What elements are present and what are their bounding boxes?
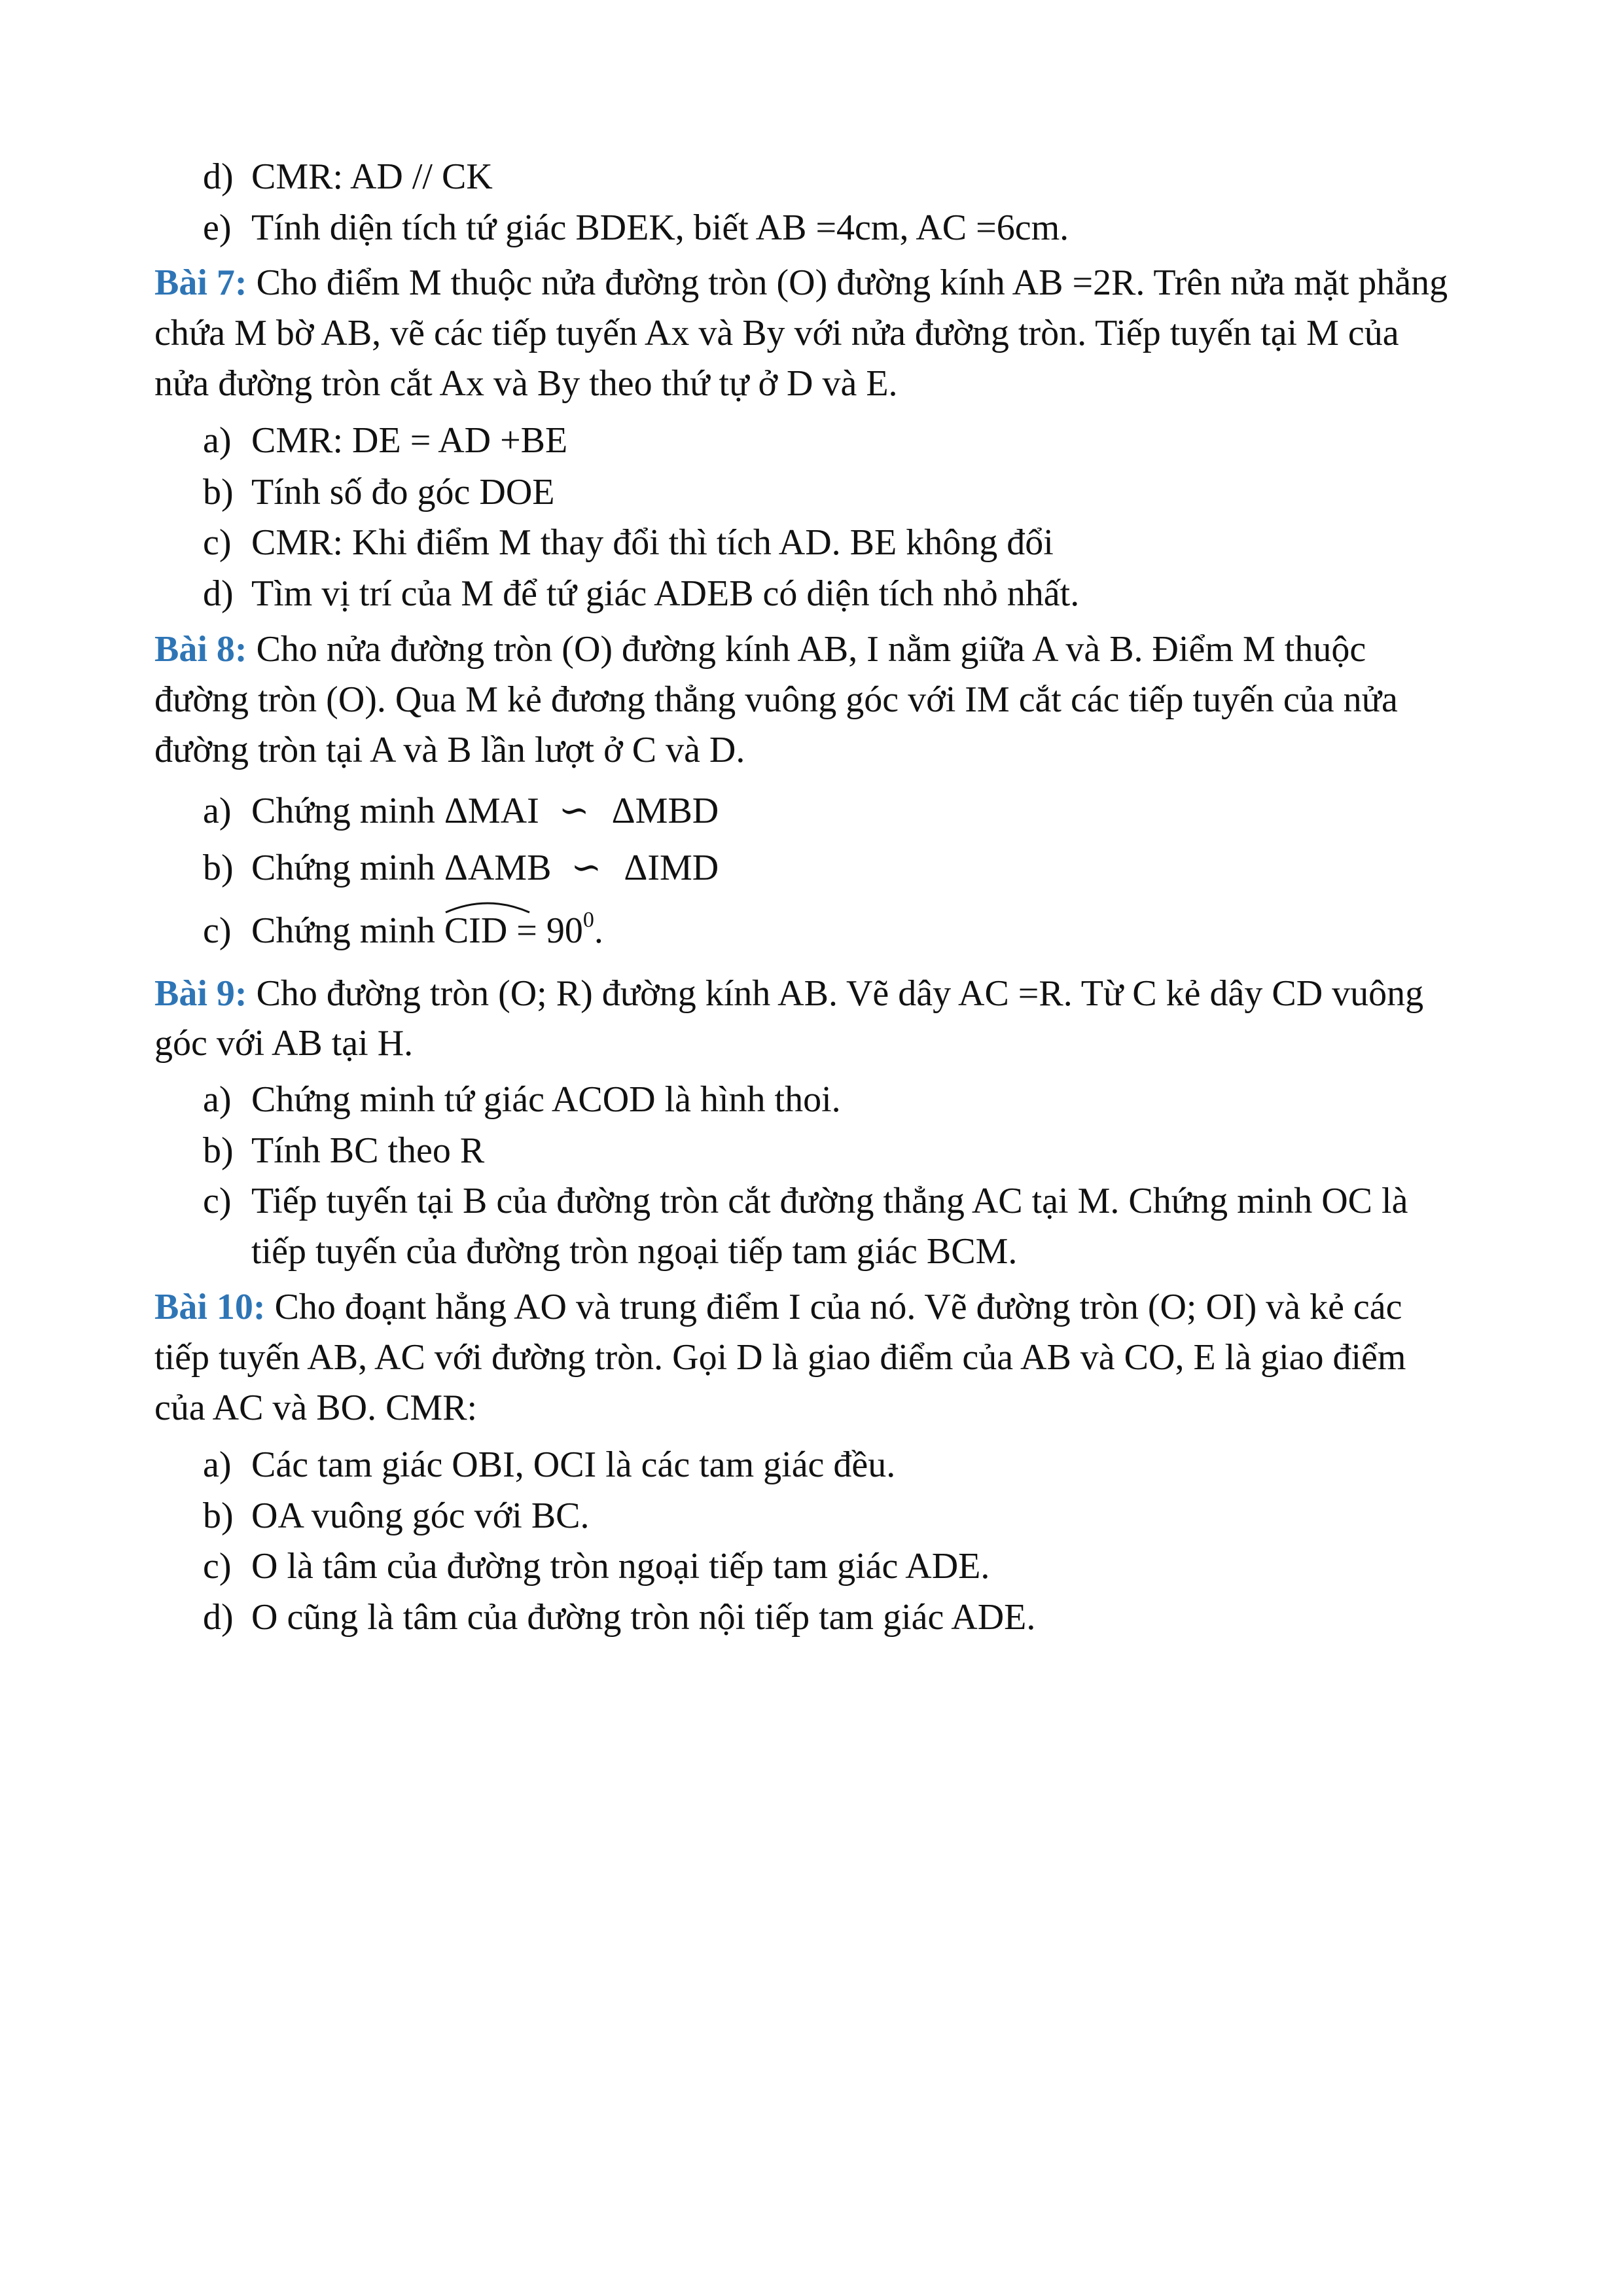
problem-statement-line [154,628,1366,670]
list-marker: b) [203,472,234,512]
list-item [251,847,719,889]
list-marker: d) [203,573,234,614]
problem-label: Bài 9: [154,973,247,1014]
problem-label: Bài 7: [154,262,247,303]
equation-text: = 90 [507,910,583,951]
angle-name: CID [444,910,508,951]
list-item: Tiếp tuyến tại B của đường tròn cắt đường thẳng AC tại M. Chứng minh OC là [251,1181,1408,1221]
item-text: Chứng minh ΔAMB [251,848,552,888]
list-marker: b) [203,1130,234,1171]
list-marker: c) [203,522,232,563]
list-item: O là tâm của đường tròn ngoại tiếp tam giác ADE. [251,1546,990,1587]
problem-statement-line: tiếp tuyến AB, AC với đường tròn. Gọi D là giao điểm của AB và CO, E là giao điểm [154,1337,1406,1378]
list-item: Các tam giác OBI, OCI là các tam giác đều. [251,1444,896,1485]
item-text: Chứng minh [251,910,444,951]
list-item: Tìm vị trí của M để tứ giác ADEB có diện tích nhỏ nhất. [251,573,1080,614]
list-marker: c) [203,1181,232,1221]
list-marker: c) [203,1546,232,1587]
problem-statement-line [154,262,1448,304]
problem-statement-line: nửa đường tròn cắt Ax và By theo thứ tự ở D và E. [154,363,898,404]
similar-symbol: ∽ [571,848,602,888]
list-item: Chứng minh tứ giác ACOD là hình thoi. [251,1079,841,1120]
list-marker: a) [203,791,232,831]
list-item: CMR: AD // CK [251,156,493,197]
problem-text: Cho nửa đường tròn (O) đường kính AB, I nằm giữa A và B. Điểm M thuộc [247,629,1366,670]
problem-label: Bài 10: [154,1287,266,1327]
list-item: Tính diện tích tứ giác BDEK, biết AB =4cm, AC =6cm. [251,207,1069,248]
problem-statement-line: của AC và BO. CMR: [154,1388,478,1428]
problem-statement-line [154,973,1423,1014]
list-marker: c) [203,910,232,951]
list-item: Tính số đo góc DOE [251,472,555,512]
problem-text: Cho đoạnt hẳng AO và trung điểm I của nó. Vẽ đường tròn (O; OI) và kẻ các [265,1287,1402,1327]
list-item: CMR: DE = AD +BE [251,420,568,461]
problem-statement-line [154,1286,1402,1328]
list-marker: d) [203,1597,234,1638]
list-marker: d) [203,156,234,197]
problem-text: Cho đường tròn (O; R) đường kính AB. Vẽ dây AC =R. Từ C kẻ dây CD vuông [247,973,1424,1014]
list-marker: e) [203,207,232,248]
problem-text: Cho điểm M thuộc nửa đường tròn (O) đường kính AB =2R. Trên nửa mặt phẳng [247,262,1448,303]
item-text: Chứng minh ΔMAI [251,791,539,831]
list-item [251,910,603,952]
list-item: O cũng là tâm của đường tròn nội tiếp tam giác ADE. [251,1597,1036,1638]
item-text: ΔIMD [624,848,719,888]
problem-statement-line: chứa M bờ AB, vẽ các tiếp tuyến Ax và By với nửa đường tròn. Tiếp tuyến tại M của [154,313,1399,353]
angle-expression [444,910,507,952]
item-end: . [594,910,603,951]
list-item-continuation: tiếp tuyến của đường tròn ngoại tiếp tam giác BCM. [251,1231,1018,1272]
list-item [251,790,719,832]
list-marker: a) [203,1444,232,1485]
list-marker: b) [203,848,234,888]
similar-symbol: ∽ [558,791,590,831]
problem-statement-line: đường tròn (O). Qua M kẻ đương thẳng vuông góc với IM cắt các tiếp tuyến của nửa [154,679,1398,720]
list-item: OA vuông góc với BC. [251,1496,590,1536]
list-marker: a) [203,1079,232,1120]
degree-superscript: 0 [582,908,594,932]
problem-statement-line: góc với AB tại H. [154,1023,414,1064]
list-item: CMR: Khi điểm M thay đổi thì tích AD. BE không đổi [251,522,1054,563]
list-marker: a) [203,420,232,461]
problem-statement-line: đường tròn tại A và B lần lượt ở C và D. [154,730,745,770]
problem-label: Bài 8: [154,629,247,670]
list-item: Tính BC theo R [251,1130,485,1171]
list-marker: b) [203,1496,234,1536]
arc-hat-icon [443,898,532,914]
item-text: ΔMBD [611,791,719,831]
